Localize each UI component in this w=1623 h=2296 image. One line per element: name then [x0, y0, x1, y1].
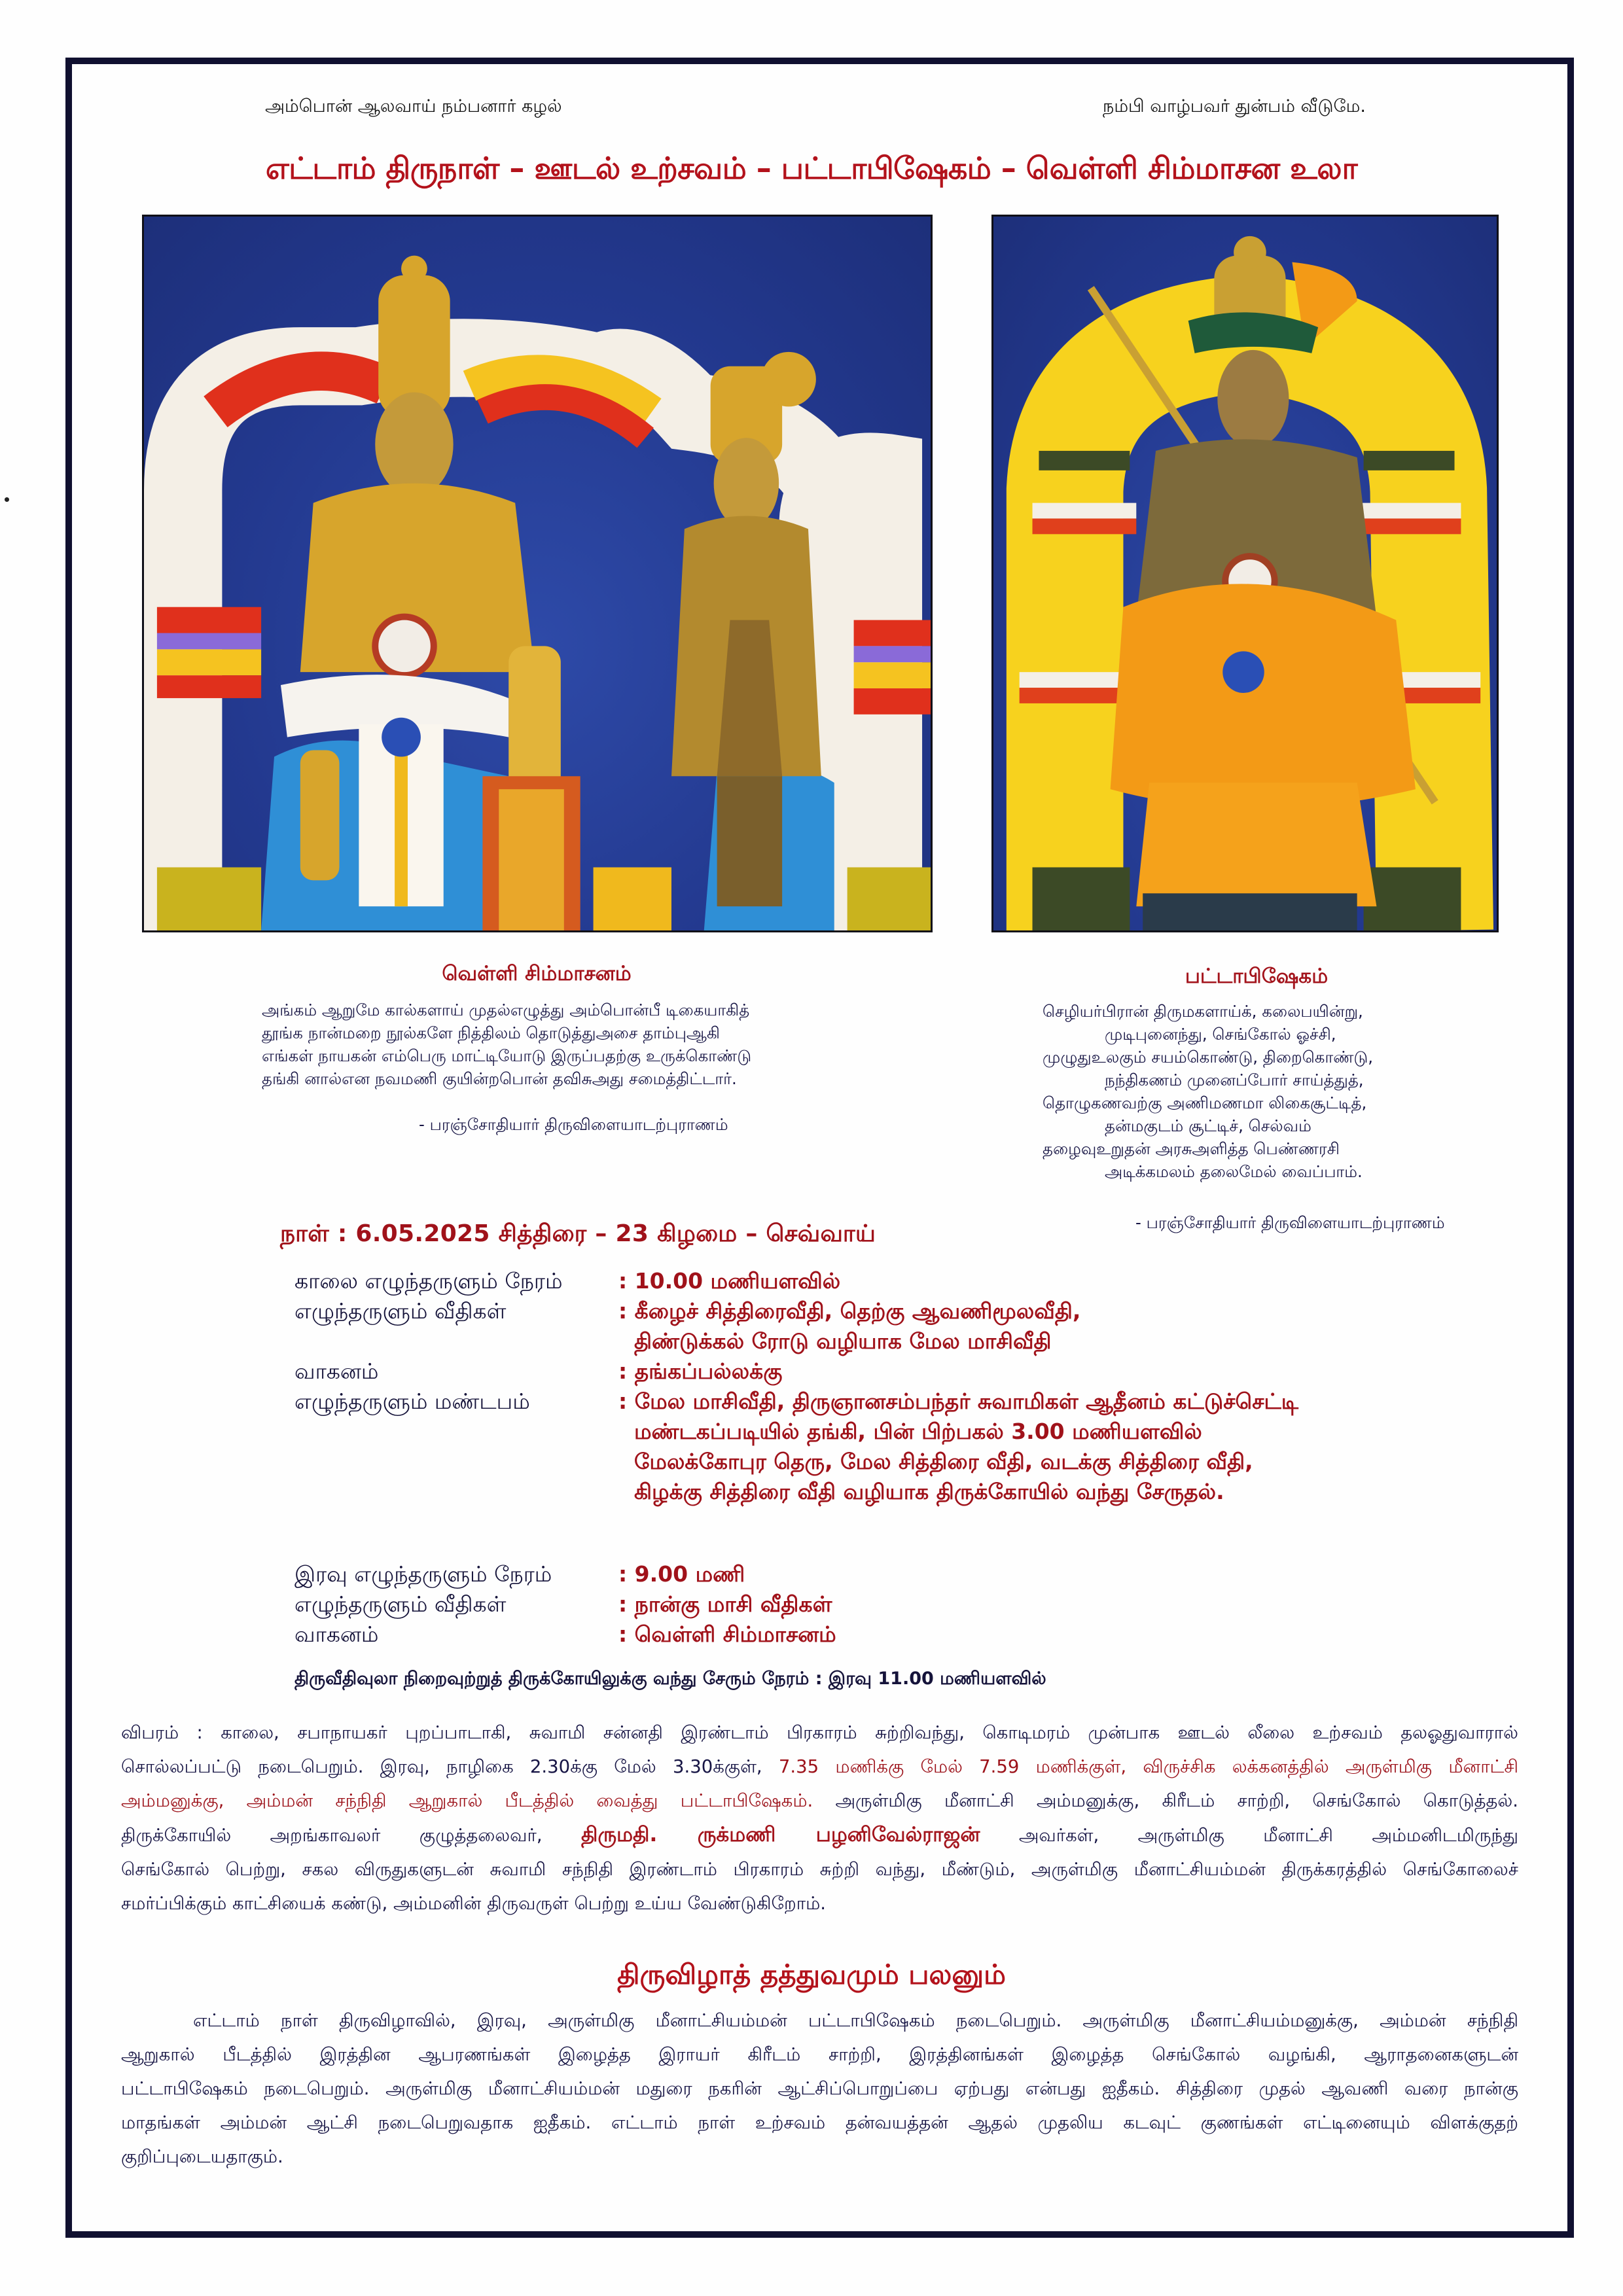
significance-line: குறிப்புடையதாகும். — [121, 2146, 283, 2167]
significance-line: ஆறுகால் பீடத்தில் இரத்தின ஆபரணங்கள் இழைத்த இராயர் கிரீடம் சாற்றி, இரத்தினங்கள் இழைத்த செங்கோல் வழங்கி, ஆராதனைகளுடன் — [121, 2044, 1518, 2065]
verse-line: தங்கி னால்என நவமணி குயின்றபொன் தவிசுஅது சமைத்திட்டார். — [262, 1069, 737, 1088]
verse-line: செழியர்பிரான் திருமகளாய்க், கலைபயின்று, — [1043, 1002, 1363, 1021]
page-title: எட்டாம் திருநாள் – ஊடல் உற்சவம் – பட்டாபிஷேகம் – வெள்ளி சிம்மாசன உலா — [265, 150, 1358, 186]
schedule-value: : தங்கப்பல்லக்கு — [618, 1358, 783, 1384]
header-quote-right: நம்பி வாழ்பவர் துன்பம் வீடுமே. — [1103, 96, 1366, 116]
details-line: விபரம் : காலை, சபாநாயகர் புறப்பாடாகி, சுவாமி சன்னதி இரண்டாம் பிரகாரம் சுற்றிவந்து, கொடிமரம் முன்பாக ஊடல் லீலை உற்சவம் தலஓதுவாரால் — [121, 1722, 1518, 1743]
chairperson-name: திருமதி. ருக்மணி பழனிவேல்ராஜன் — [580, 1823, 980, 1846]
schedule-label: வாகனம் — [294, 1621, 379, 1647]
schedule-label: எழுந்தருளும் வீதிகள் — [294, 1298, 507, 1324]
verse-line: தன்மகுடம் சூட்டிச், செல்வம் — [1105, 1116, 1311, 1135]
details-line: சமர்ப்பிக்கும் காட்சியைக் கண்டு, அம்மனின் திருவருள் பெற்று உய்ய வேண்டுகிறோம். — [121, 1893, 826, 1914]
details-line: சொல்லப்பட்டு நடைபெறும். இரவு, நாழிகை 2.30க்கு மேல் 3.30க்குள், 7.35 மணிக்கு மேல் 7.59 மணிக்குள், விருச்சிக லக்கனத்தில் அருள்மிகு மீனாட்சி — [121, 1756, 1518, 1777]
photo-velli-simmasanam — [142, 215, 933, 932]
verse-line: முடிபுனைந்து, செங்கோல் ஓச்சி, — [1105, 1025, 1336, 1044]
morning-schedule — [294, 1266, 1298, 1507]
schedule-row — [294, 1386, 1298, 1507]
verse-left — [262, 998, 751, 1090]
details-line: செங்கோல் பெற்று, சகல விருதுகளுடன் சுவாமி சந்நிதி இரண்டாம் பிரகாரம் சுற்றி வந்து, மீண்டும், அருள்மிகு மீனாட்சியம்மன் திருக்கரத்தில் செங்கோலைச் — [121, 1859, 1518, 1880]
verse-line: நந்திகணம் முனைப்போர் சாய்த்துத், — [1105, 1070, 1364, 1089]
caption-title-right: பட்டாபிஷேகம் — [1185, 964, 1329, 988]
schedule-row — [294, 1356, 1298, 1386]
verse-line: அடிக்கமலம் தலைமேல் வைப்பாம். — [1105, 1162, 1363, 1181]
deity-image-left — [144, 217, 931, 930]
verse-line: தொழுகணவற்கு அணிமணமா லிகைசூட்டித், — [1043, 1093, 1367, 1112]
caption-title-left: வெள்ளி சிம்மாசனம் — [442, 962, 632, 985]
festival-date: நாள் : 6.05.2025 சித்திரை – 23 கிழமை – செவ்வாய் — [280, 1220, 876, 1247]
verse-line: முழுதுஉலகும் சயம்கொண்டு, திறைகொண்டு, — [1043, 1048, 1374, 1067]
schedule-value: : மேல மாசிவீதி, திருஞானசம்பந்தர் சுவாமிகள் ஆதீனம் கட்டுச்செட்டி மண்டகப்படியில் தங்கி, பின் பிற்பகல் 3.00 மணியளவில் மேலக்கோபுர தெரு, மேல சித்திரை வீதி, வடக்கு சித்திரை வீதி, கிழக்கு சித்திரை வீதி வழியாக திருக்கோயில் வந்து சேருதல். — [618, 1388, 1299, 1504]
schedule-label: எழுந்தருளும் மண்டபம் — [294, 1388, 530, 1414]
schedule-label: இரவு எழுந்தருளும் நேரம் — [294, 1561, 552, 1587]
schedule-label: எழுந்தருளும் வீதிகள் — [294, 1591, 507, 1617]
schedule-value: : வெள்ளி சிம்மாசனம் — [618, 1621, 836, 1647]
details-paragraph — [121, 1716, 1518, 1920]
details-line: அம்மனுக்கு, அம்மன் சந்நிதி ஆறுகால் பீடத்தில் வைத்து பட்டாபிஷேகம். அருள்மிகு மீனாட்சி அம்மனுக்கு, கிரீடம் சாற்றி, செங்கோல் கொடுத்தல். — [121, 1790, 1519, 1811]
significance-title: திருவிழாத் தத்துவமும் பலனும் — [617, 1958, 1006, 1990]
schedule-label: வாகனம் — [294, 1358, 379, 1384]
significance-line: பட்டாபிஷேகம் நடைபெறும். அருள்மிகு மீனாட்சியம்மன் மதுரை நகரின் ஆட்சிப்பொறுப்பை ஏற்பது என்பது ஐதீகம். சித்திரை முதல் ஆவணி வரை நான்கு — [121, 2078, 1518, 2099]
verse-attribution-left: - பரஞ்சோதியார் திருவிளையாடற்புராணம் — [419, 1115, 728, 1134]
schedule-value: : கீழைச் சித்திரைவீதி, தெற்கு ஆவணிமூலவீதி, திண்டுக்கல் ரோடு வழியாக மேல மாசிவீதி — [618, 1298, 1081, 1354]
scan-speck — [5, 497, 9, 502]
schedule-value: : நான்கு மாசி வீதிகள் — [618, 1591, 832, 1617]
schedule-row — [294, 1589, 836, 1619]
significance-line: எட்டாம் நாள் திருவிழாவில், இரவு, அருள்மிகு மீனாட்சியம்மன் பட்டாபிஷேகம் நடைபெறும். அருள்மிகு மீனாட்சியம்மனுக்கு, அம்மன் சந்நிதி — [193, 2010, 1518, 2031]
verse-line: தழைவுஉறுதன் அரசுஅளித்த பெண்ணரசி — [1043, 1139, 1340, 1158]
schedule-row — [294, 1266, 1298, 1296]
photo-pattabishekam — [991, 215, 1499, 932]
verse-line: அங்கம் ஆறுமே கால்களாய் முதல்எழுத்து அம்பொன்பீ டிகையாகித் — [262, 1000, 750, 1019]
schedule-row — [294, 1296, 1298, 1356]
schedule-row — [294, 1559, 836, 1589]
schedule-row — [294, 1619, 836, 1650]
deity-image-right — [993, 217, 1497, 930]
significance-line: மாதங்கள் அம்மன் ஆட்சி நடைபெறுவதாக ஐதீகம். எட்டாம் நாள் உற்சவம் தன்வயத்தன் ஆதல் முதலிய கடவுட் குணங்கள் எட்டினையும் விளக்குதற் — [121, 2112, 1518, 2133]
verse-line: தூங்க நான்மறை நூல்களே நித்திலம் தொடுத்துஅசை தாம்புஆகி — [262, 1023, 720, 1042]
details-line: திருக்கோயில் அறங்காவலர் குழுத்தலைவர், திருமதி. ருக்மணி பழனிவேல்ராஜன் அவர்கள், அருள்மிகு மீனாட்சி அம்மனிடமிருந்து — [121, 1823, 1518, 1846]
schedule-label: காலை எழுந்தருளும் நேரம் — [294, 1268, 563, 1294]
verse-line: எங்கள் நாயகன் எம்பெரு மாட்டியோடு இருப்பதற்கு உருக்கொண்டு — [262, 1046, 752, 1065]
verse-attribution-right: - பரஞ்சோதியார் திருவிளையாடற்புராணம் — [1135, 1213, 1445, 1232]
header-quote-left: அம்பொன் ஆலவாய் நம்பனார் கழல் — [265, 96, 562, 116]
schedule-value: : 9.00 மணி — [618, 1561, 745, 1587]
night-schedule — [294, 1559, 836, 1650]
schedule-value: : 10.00 மணியளவில் — [618, 1268, 841, 1294]
significance-paragraph — [121, 2004, 1518, 2174]
return-time: திருவீதிவுலா நிறைவுற்றுத் திருக்கோயிலுக்கு வந்து சேரும் நேரம் : இரவு 11.00 மணியளவில் — [294, 1669, 1046, 1689]
verse-right — [1043, 1000, 1373, 1183]
